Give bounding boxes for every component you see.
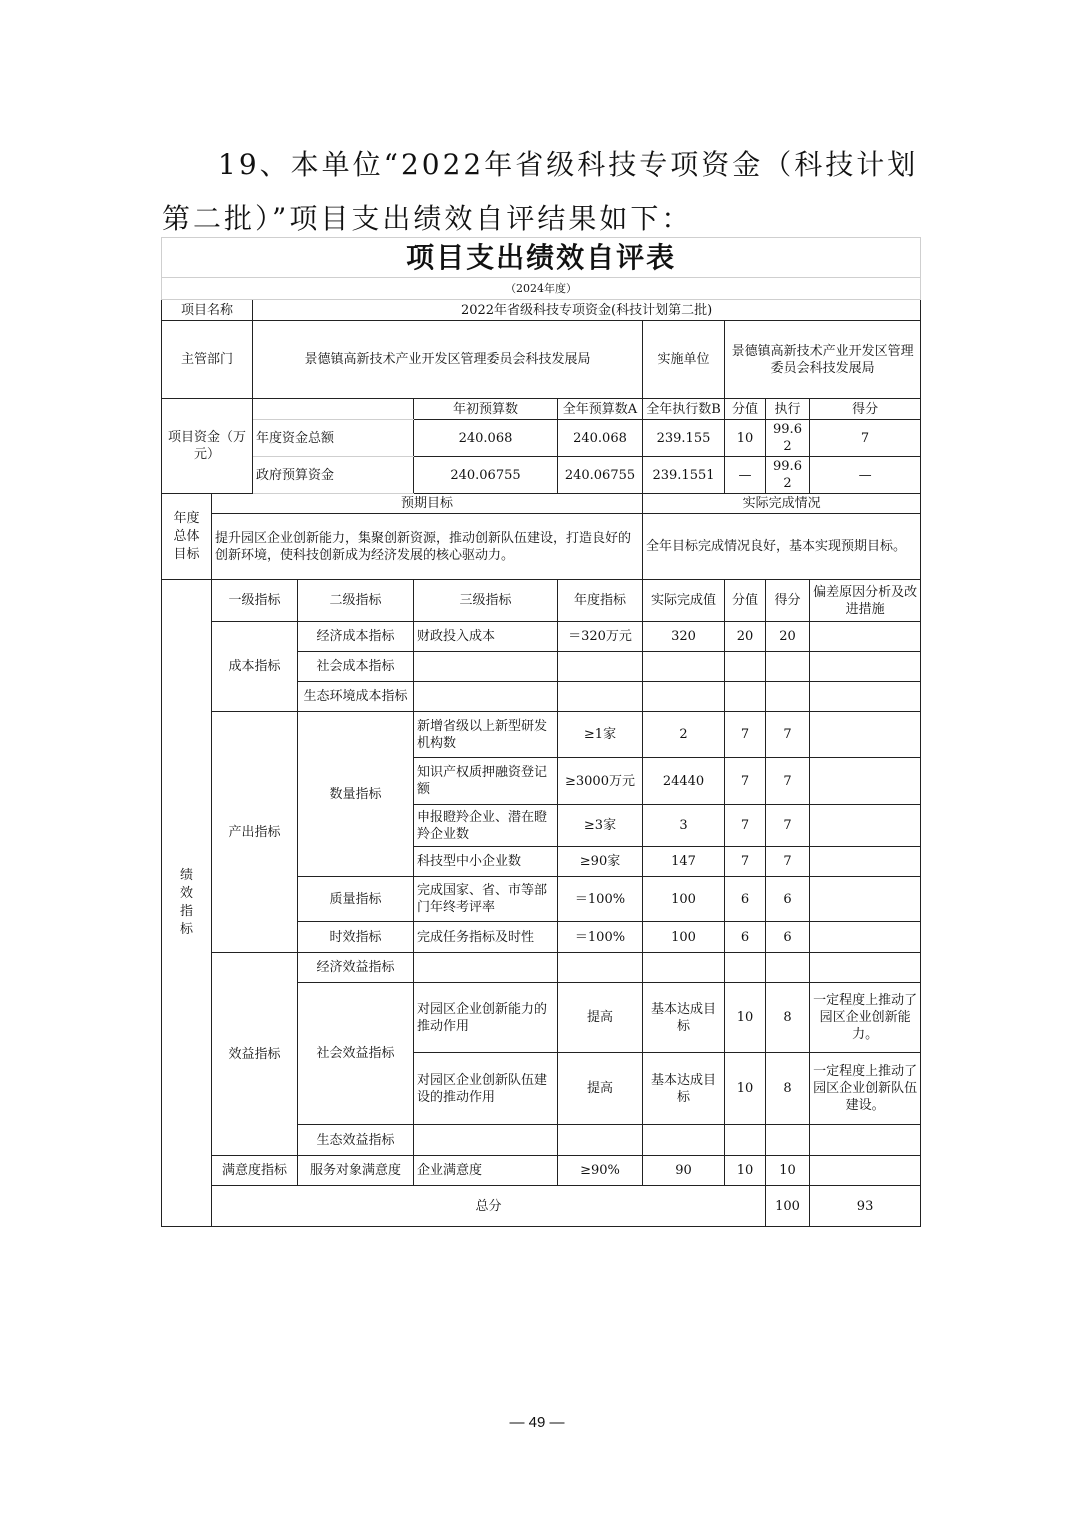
empty-cell xyxy=(810,652,921,682)
empty-cell xyxy=(725,1125,766,1156)
l1-output: 产出指标 xyxy=(212,712,298,953)
funds-row-gov-label: 政府预算资金 xyxy=(253,457,414,494)
row-target: ≥3家 xyxy=(558,805,643,847)
empty-cell xyxy=(558,652,643,682)
row-l3: 企业满意度 xyxy=(414,1156,558,1186)
row-weight: 10 xyxy=(725,1053,766,1125)
performance-table-sheet xyxy=(161,237,920,1227)
l1-benefit: 效益指标 xyxy=(212,953,298,1156)
intro-paragraph xyxy=(162,138,922,246)
row-note xyxy=(810,622,921,652)
header-score: 得分 xyxy=(766,580,810,622)
l2-social-cost: 社会成本指标 xyxy=(298,652,414,682)
row-weight: 6 xyxy=(725,922,766,953)
row-actual: 100 xyxy=(643,877,725,922)
total-label: 总分 xyxy=(212,1186,766,1227)
empty-cell xyxy=(558,1125,643,1156)
empty-cell xyxy=(414,953,558,983)
row-actual: 2 xyxy=(643,712,725,758)
l2-economic-benefit: 经济效益指标 xyxy=(298,953,414,983)
funds-row-gov-weight: — xyxy=(725,457,766,494)
row-l3: 完成国家、省、市等部门年终考评率 xyxy=(414,877,558,922)
row-score: 20 xyxy=(766,622,810,652)
row-score: 7 xyxy=(766,758,810,805)
funds-header-score: 得分 xyxy=(810,399,921,420)
header-l2: 二级指标 xyxy=(298,580,414,622)
empty-cell xyxy=(766,652,810,682)
row-target: ＝100% xyxy=(558,922,643,953)
l2-quality: 质量指标 xyxy=(298,877,414,922)
funds-header-weight: 分值 xyxy=(725,399,766,420)
funds-header-initial: 年初预算数 xyxy=(414,399,558,420)
funds-row-gov-annual: 240.06755 xyxy=(558,457,643,494)
row-target: 提高 xyxy=(558,983,643,1053)
total-weight: 100 xyxy=(766,1186,810,1227)
row-target: ＝100% xyxy=(558,877,643,922)
row-note xyxy=(810,758,921,805)
indicators-group-label xyxy=(162,580,212,1227)
row-actual: 320 xyxy=(643,622,725,652)
row-score: 7 xyxy=(766,847,810,877)
row-actual: 100 xyxy=(643,922,725,953)
l2-eco-cost: 生态环境成本指标 xyxy=(298,682,414,712)
goals-label xyxy=(162,494,212,580)
row-l3: 申报瞪羚企业、潜在瞪羚企业数 xyxy=(414,805,558,847)
row-actual: 基本达成目标 xyxy=(643,983,725,1053)
row-note xyxy=(810,922,921,953)
funds-row-gov-executed: 239.1551 xyxy=(643,457,725,494)
row-l3: 科技型中小企业数 xyxy=(414,847,558,877)
empty-cell xyxy=(414,652,558,682)
empty-cell xyxy=(725,682,766,712)
row-actual: 90 xyxy=(643,1156,725,1186)
funds-row-gov-score: — xyxy=(810,457,921,494)
row-note xyxy=(810,847,921,877)
row-l3: 财政投入成本 xyxy=(414,622,558,652)
row-note xyxy=(810,877,921,922)
empty-cell xyxy=(810,682,921,712)
page-number: — 49 — xyxy=(509,1414,565,1431)
row-weight: 7 xyxy=(725,805,766,847)
funds-row-total-initial: 240.068 xyxy=(414,420,558,457)
funds-header-rate: 执行 xyxy=(766,399,810,420)
empty-cell xyxy=(766,682,810,712)
empty-cell xyxy=(643,682,725,712)
goals-expected-header: 预期目标 xyxy=(212,494,643,514)
row-note: 一定程度上推动了园区企业创新队伍建设。 xyxy=(810,1053,921,1125)
row-actual: 24440 xyxy=(643,758,725,805)
funds-row-total-annual: 240.068 xyxy=(558,420,643,457)
row-actual: 基本达成目标 xyxy=(643,1053,725,1125)
l2-economic-cost: 经济成本指标 xyxy=(298,622,414,652)
row-note xyxy=(810,1156,921,1186)
indicators-group-text: 绩效指标 xyxy=(179,868,193,937)
row-weight: 7 xyxy=(725,758,766,805)
impl-label: 实施单位 xyxy=(643,321,725,399)
header-target: 年度指标 xyxy=(558,580,643,622)
row-score: 6 xyxy=(766,877,810,922)
row-score: 8 xyxy=(766,1053,810,1125)
l2-social-benefit: 社会效益指标 xyxy=(298,983,414,1125)
empty-cell xyxy=(414,682,558,712)
row-actual: 147 xyxy=(643,847,725,877)
row-score: 7 xyxy=(766,805,810,847)
row-note: 一定程度上推动了园区企业创新能力。 xyxy=(810,983,921,1053)
row-weight: 7 xyxy=(725,847,766,877)
dept-label: 主管部门 xyxy=(162,321,253,399)
header-actual: 实际完成值 xyxy=(643,580,725,622)
empty-cell xyxy=(558,682,643,712)
row-note xyxy=(810,712,921,758)
row-score: 10 xyxy=(766,1156,810,1186)
funds-row-total-executed: 239.155 xyxy=(643,420,725,457)
goals-actual-header: 实际完成情况 xyxy=(643,494,921,514)
funds-header-executed: 全年执行数B xyxy=(643,399,725,420)
row-target: ＝320万元 xyxy=(558,622,643,652)
funds-row-gov-initial: 240.06755 xyxy=(414,457,558,494)
empty-cell xyxy=(725,652,766,682)
row-l3: 知识产权质押融资登记额 xyxy=(414,758,558,805)
l2-quantity: 数量指标 xyxy=(298,712,414,877)
row-score: 7 xyxy=(766,712,810,758)
row-score: 8 xyxy=(766,983,810,1053)
row-weight: 7 xyxy=(725,712,766,758)
empty-cell xyxy=(725,953,766,983)
empty-cell xyxy=(414,1125,558,1156)
impl-value: 景德镇高新技术产业开发区管理委员会科技发展局 xyxy=(725,321,921,399)
empty-cell xyxy=(766,953,810,983)
empty-cell xyxy=(558,953,643,983)
table-title: 项目支出绩效自评表 xyxy=(162,238,921,278)
l1-cost: 成本指标 xyxy=(212,622,298,712)
row-target: 提高 xyxy=(558,1053,643,1125)
funds-header-annual: 全年预算数A xyxy=(558,399,643,420)
row-note xyxy=(810,805,921,847)
funds-row-gov-rate: 99.62 xyxy=(766,457,810,494)
l2-eco-benefit: 生态效益指标 xyxy=(298,1125,414,1156)
performance-table xyxy=(161,237,921,1227)
project-name: 2022年省级科技专项资金(科技计划第二批) xyxy=(253,300,921,321)
project-name-label: 项目名称 xyxy=(162,300,253,321)
empty-cell xyxy=(643,1125,725,1156)
header-weight: 分值 xyxy=(725,580,766,622)
row-weight: 10 xyxy=(725,983,766,1053)
row-target: ≥90% xyxy=(558,1156,643,1186)
row-target: ≥1家 xyxy=(558,712,643,758)
empty-cell xyxy=(766,1125,810,1156)
empty-cell xyxy=(810,953,921,983)
goals-actual: 全年目标完成情况良好，基本实现预期目标。 xyxy=(643,514,921,580)
row-target: ≥3000万元 xyxy=(558,758,643,805)
row-weight: 6 xyxy=(725,877,766,922)
row-actual: 3 xyxy=(643,805,725,847)
goals-label-text: 年度总体目标 xyxy=(173,510,200,562)
funds-row-total-rate: 99.62 xyxy=(766,420,810,457)
l2-service: 服务对象满意度 xyxy=(298,1156,414,1186)
empty-cell xyxy=(810,1125,921,1156)
header-l1: 一级指标 xyxy=(212,580,298,622)
row-l3: 对园区企业创新队伍建设的推动作用 xyxy=(414,1053,558,1125)
header-l3: 三级指标 xyxy=(414,580,558,622)
row-score: 6 xyxy=(766,922,810,953)
row-weight: 10 xyxy=(725,1156,766,1186)
row-l3: 新增省级以上新型研发机构数 xyxy=(414,712,558,758)
total-score: 93 xyxy=(810,1186,921,1227)
row-l3: 完成任务指标及时性 xyxy=(414,922,558,953)
dept-value: 景德镇高新技术产业开发区管理委员会科技发展局 xyxy=(253,321,643,399)
row-l3: 对园区企业创新能力的推动作用 xyxy=(414,983,558,1053)
funds-header-blank xyxy=(253,399,414,420)
empty-cell xyxy=(643,953,725,983)
table-year: （2024年度） xyxy=(162,278,921,300)
funds-row-total-label: 年度资金总额 xyxy=(253,420,414,457)
row-target: ≥90家 xyxy=(558,847,643,877)
row-weight: 20 xyxy=(725,622,766,652)
funds-row-total-weight: 10 xyxy=(725,420,766,457)
funds-label: 项目资金（万元） xyxy=(162,399,253,494)
intro-text: 19、本单位“2022年省级科技专项资金（科技计划第二批）”项目支出绩效自评结果如下： xyxy=(162,148,919,235)
l1-satisfaction: 满意度指标 xyxy=(212,1156,298,1186)
goals-expected: 提升园区企业创新能力，集聚创新资源，推动创新队伍建设，打造良好的创新环境，使科技创新成为经济发展的核心驱动力。 xyxy=(212,514,643,580)
empty-cell xyxy=(643,652,725,682)
header-note: 偏差原因分析及改进措施 xyxy=(810,580,921,622)
funds-row-total-score: 7 xyxy=(810,420,921,457)
l2-timeliness: 时效指标 xyxy=(298,922,414,953)
